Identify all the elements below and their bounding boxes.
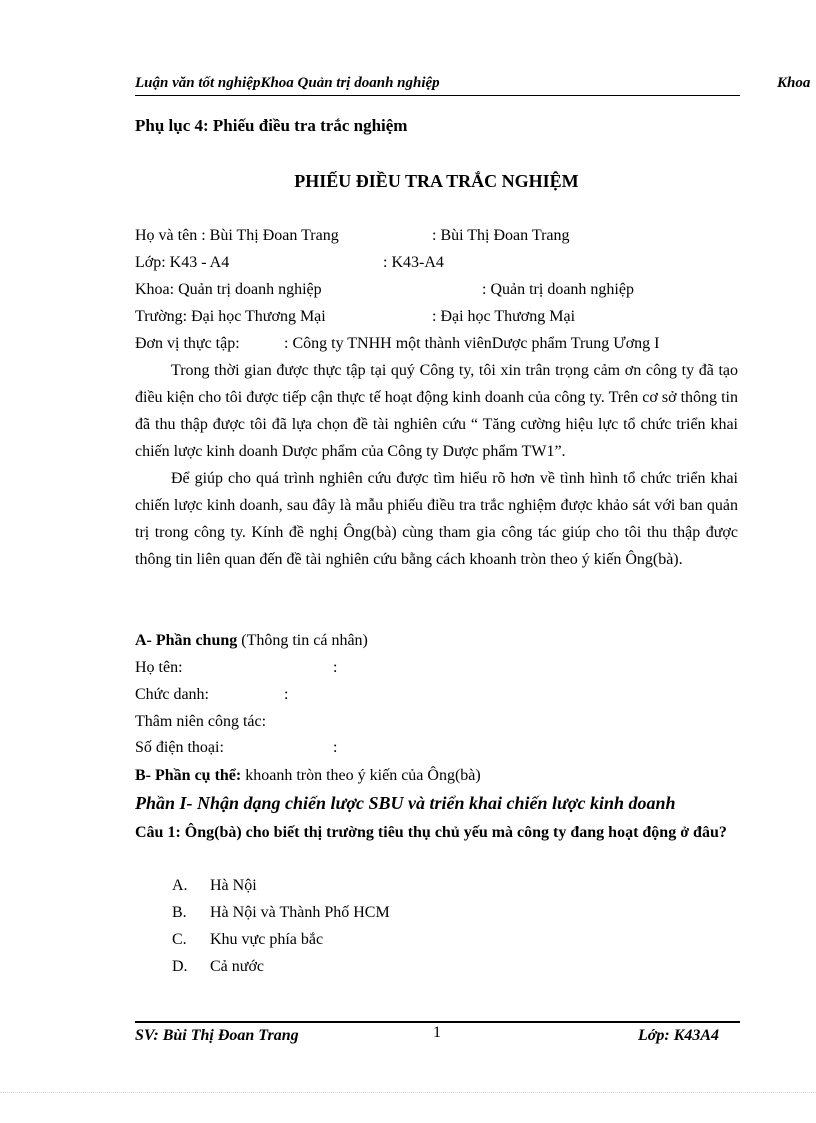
- section-b-heading: [135, 763, 481, 789]
- intro-paragraphs: [135, 357, 738, 573]
- option-b-letter: B.: [172, 904, 187, 921]
- option-b-text: Hà Nội và Thành Phố HCM: [210, 904, 390, 921]
- footer-class: Lớp: K43A4: [638, 1027, 720, 1044]
- footer-page-number: 1: [433, 1024, 441, 1041]
- field-phone-colon: :: [333, 739, 338, 756]
- field-name-colon: :: [333, 659, 338, 676]
- info-class-label: Lớp: K43 - A4: [135, 254, 230, 271]
- footer-student-name: SV: Bùi Thị Đoan Trang: [135, 1027, 299, 1044]
- header-rule: [135, 95, 740, 96]
- question-1-text: Câu 1: Ông(bà) cho biết thị trường tiêu thụ chủ yếu mà công ty đang hoạt động ở đâu?: [135, 824, 727, 841]
- option-a-letter: A.: [172, 877, 188, 894]
- header-right-text: Khoa: [777, 75, 811, 91]
- field-position-label: Chức danh:: [135, 686, 209, 703]
- header-title: Luận văn tốt nghiệpKhoa Quản trị doanh nghiệp: [135, 75, 440, 91]
- info-name-label: Họ và tên : Bùi Thị Đoan Trang: [135, 227, 339, 244]
- info-unit-value: : Công ty TNHH một thành viênDược phẩm Trung Ương I: [284, 335, 660, 352]
- section-b-note: khoanh tròn theo ý kiến của Ông(bà): [241, 767, 481, 784]
- part1-title: Phần I- Nhận dạng chiến lược SBU và triển khai chiến lược kinh doanh: [135, 793, 676, 813]
- document-title: PHIẾU ĐIỀU TRA TRẮC NGHIỆM: [294, 171, 579, 191]
- option-c-text: Khu vực phía bắc: [210, 931, 324, 948]
- intro-paragraph-2: Để giúp cho quá trình nghiên cứu được tìm hiểu rõ hơn về tình hình tổ chức triển khai chiến lược kinh doanh, sau đây là mẫu phiếu điều tra trắc nghiệm được khảo sát với ban quản trị trong công ty. Kính đề nghị Ông(bà) cùng tham gia công tác giúp cho tôi thu thập được thông tin liên quan đến đề tài nghiên cứu bằng cách khoanh tròn theo ý kiến Ông(bà).: [135, 470, 738, 568]
- info-faculty-value: : Quản trị doanh nghiệp: [482, 281, 634, 298]
- field-phone-label: Số điện thoại:: [135, 739, 224, 756]
- info-school-label: Trường: Đại học Thương Mại: [135, 308, 326, 325]
- section-a-heading: [135, 628, 368, 654]
- option-a-text: Hà Nội: [210, 877, 257, 894]
- option-d-letter: D.: [172, 958, 188, 975]
- section-a-title: A- Phần chung: [135, 632, 238, 649]
- page-bottom-edge: [0, 1092, 816, 1093]
- field-position-colon: :: [284, 686, 289, 703]
- intro-paragraph-1: Trong thời gian được thực tập tại quý Công ty, tôi xin trân trọng cảm ơn công ty đã tạo điều kiện cho tôi được tiếp cận thực tế hoạt động kinh doanh của công ty. Trên cơ sở thông tin đã thu thập được tôi đã lựa chọn đề tài nghiên cứu “ Tăng cường hiệu lực tổ chức triển khai chiến lược kinh doanh Dược phẩm của Công ty Dược phẩm TW1”.: [135, 362, 738, 460]
- option-d-text: Cả nước: [210, 958, 265, 975]
- info-school-value: : Đại học Thương Mại: [432, 308, 576, 325]
- section-b-title: B- Phần cụ thể:: [135, 767, 242, 784]
- option-c-letter: C.: [172, 931, 187, 948]
- appendix-title: Phụ lục 4: Phiếu điều tra trắc nghiệm: [135, 116, 408, 135]
- section-a-note: (Thông tin cá nhân): [237, 632, 368, 649]
- info-name-value: : Bùi Thị Đoan Trang: [432, 227, 570, 244]
- field-name-label: Họ tên:: [135, 659, 183, 676]
- info-unit-label: Đơn vị thực tập:: [135, 335, 240, 352]
- footer-rule: [135, 1021, 740, 1023]
- info-class-value: : K43-A4: [383, 254, 444, 271]
- info-faculty-label: Khoa: Quản trị doanh nghiệp: [135, 281, 322, 298]
- field-seniority-label: Thâm niên công tác:: [135, 713, 267, 730]
